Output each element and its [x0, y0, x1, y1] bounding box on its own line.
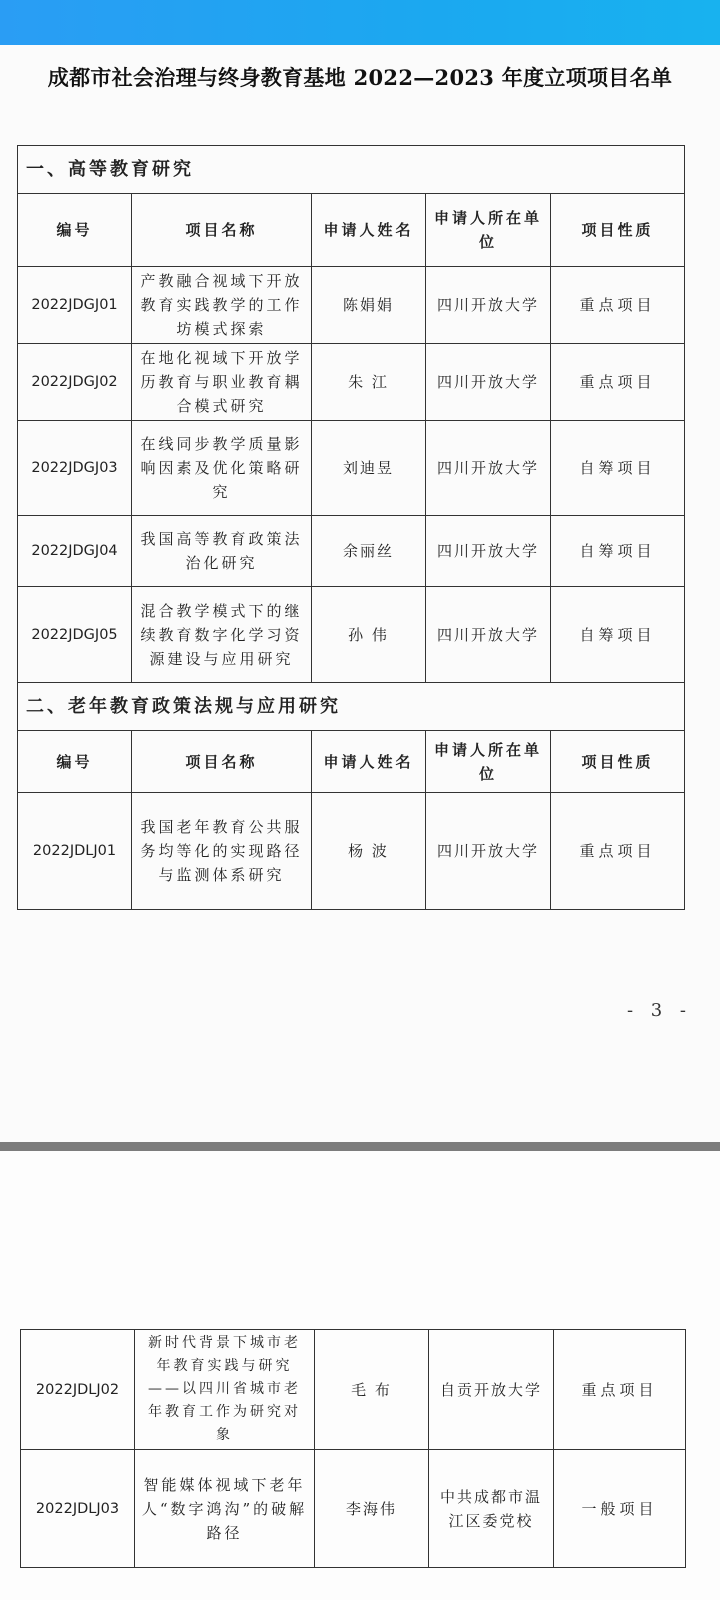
- applicant-name: 毛 布: [315, 1330, 429, 1450]
- project-nature: 重点项目: [554, 1330, 686, 1450]
- project-nature: 自筹项目: [551, 587, 685, 683]
- table-row: [21, 1450, 686, 1568]
- project-code: 2022JDGJ05: [18, 587, 132, 683]
- applicant-unit: 四川开放大学: [426, 421, 551, 516]
- table-row: [21, 1330, 686, 1450]
- header-code: 编号: [18, 194, 132, 267]
- project-code: 2022JDLJ01: [18, 793, 132, 910]
- project-nature: 重点项目: [551, 344, 685, 421]
- applicant-unit: 中共成都市温江区委党校: [429, 1450, 554, 1568]
- project-name: 智能媒体视域下老年人“数字鸿沟”的破解路径: [135, 1450, 315, 1568]
- header-unit: 申请人所在单位: [426, 731, 551, 793]
- project-code: 2022JDLJ02: [21, 1330, 135, 1450]
- table-row: [18, 421, 685, 516]
- applicant-name: 朱 江: [312, 344, 426, 421]
- table-row: [18, 267, 685, 344]
- applicant-name: 刘迪昱: [312, 421, 426, 516]
- applicant-unit: 四川开放大学: [426, 793, 551, 910]
- applicant-name: 孙 伟: [312, 587, 426, 683]
- project-table-page-1: [17, 145, 685, 910]
- header-name: 项目名称: [132, 194, 312, 267]
- applicant-name: 杨 波: [312, 793, 426, 910]
- applicant-name: 李海伟: [315, 1450, 429, 1568]
- project-nature: 自筹项目: [551, 516, 685, 587]
- project-table-page-2: [20, 1329, 686, 1568]
- applicant-name: 陈娟娟: [312, 267, 426, 344]
- section-heading-row: [18, 146, 685, 194]
- table-header-row: [18, 731, 685, 793]
- project-code: 2022JDGJ04: [18, 516, 132, 587]
- table-row: [18, 587, 685, 683]
- project-nature: 一般项目: [554, 1450, 686, 1568]
- applicant-unit: 四川开放大学: [426, 344, 551, 421]
- header-code: 编号: [18, 731, 132, 793]
- header-nature: 项目性质: [551, 731, 685, 793]
- project-name: 在线同步教学质量影响因素及优化策略研究: [132, 421, 312, 516]
- header-unit: 申请人所在单位: [426, 194, 551, 267]
- applicant-name: 余丽丝: [312, 516, 426, 587]
- project-code: 2022JDGJ03: [18, 421, 132, 516]
- project-nature: 自筹项目: [551, 421, 685, 516]
- header-name: 项目名称: [132, 731, 312, 793]
- section-title-elderly-education: 二、老年教育政策法规与应用研究: [18, 683, 685, 731]
- section-title-higher-education: 一、高等教育研究: [18, 146, 685, 194]
- page-divider: [0, 1142, 720, 1151]
- project-code: 2022JDGJ01: [18, 267, 132, 344]
- section-heading-row: [18, 683, 685, 731]
- project-name: 在地化视域下开放学历教育与职业教育耦合模式研究: [132, 344, 312, 421]
- project-code: 2022JDLJ03: [21, 1450, 135, 1568]
- header-person: 申请人姓名: [312, 194, 426, 267]
- project-name: 我国高等教育政策法治化研究: [132, 516, 312, 587]
- table-row: [18, 516, 685, 587]
- applicant-unit: 自贡开放大学: [429, 1330, 554, 1450]
- table-row: [18, 793, 685, 910]
- project-nature: 重点项目: [551, 793, 685, 910]
- project-name: 产教融合视域下开放教育实践教学的工作坊模式探索: [132, 267, 312, 344]
- table-row: [18, 344, 685, 421]
- applicant-unit: 四川开放大学: [426, 516, 551, 587]
- applicant-unit: 四川开放大学: [426, 267, 551, 344]
- project-name: 我国老年教育公共服务均等化的实现路径与监测体系研究: [132, 793, 312, 910]
- document-title: 成都市社会治理与终身教育基地 2022—2023 年度立项项目名单: [47, 65, 673, 90]
- table-header-row: [18, 194, 685, 267]
- project-code: 2022JDGJ02: [18, 344, 132, 421]
- page-number: - 3 -: [626, 1000, 692, 1021]
- header-nature: 项目性质: [551, 194, 685, 267]
- header-person: 申请人姓名: [312, 731, 426, 793]
- project-name: 混合教学模式下的继续教育数字化学习资源建设与应用研究: [132, 587, 312, 683]
- applicant-unit: 四川开放大学: [426, 587, 551, 683]
- top-status-bar: [0, 0, 720, 45]
- project-name: 新时代背景下城市老年教育实践与研究——以四川省城市老年教育工作为研究对象: [135, 1330, 315, 1450]
- project-nature: 重点项目: [551, 267, 685, 344]
